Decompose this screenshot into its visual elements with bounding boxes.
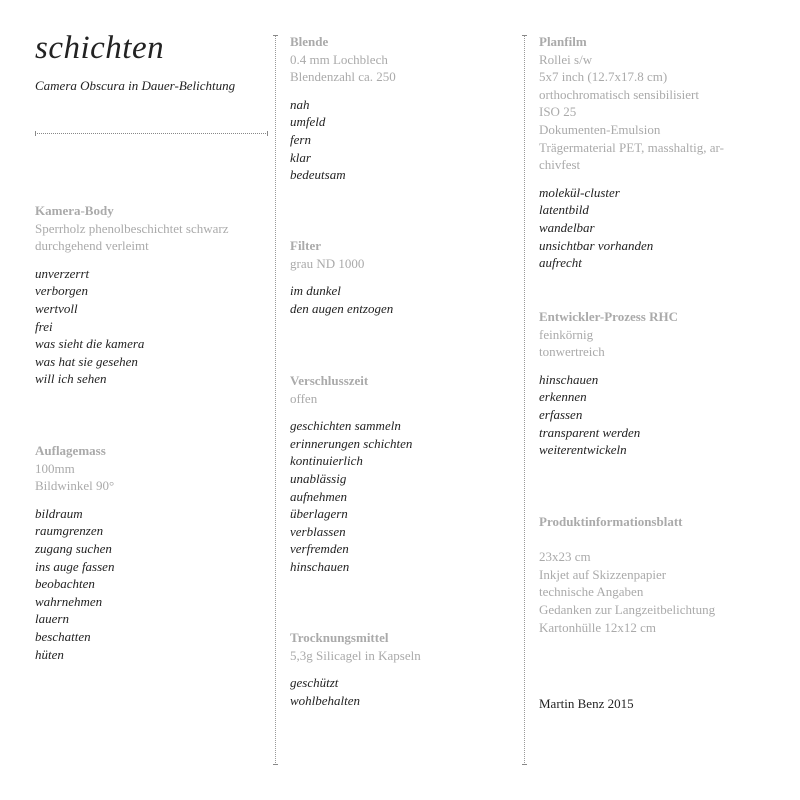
word-item: wahrnehmen	[35, 593, 103, 609]
word-item: bedeutsam	[290, 167, 346, 183]
section-title: Produktinformationsblatt	[539, 514, 683, 529]
word-item: hinschauen	[290, 558, 350, 574]
word-item: kontinuierlich	[290, 453, 363, 469]
title-divider	[35, 133, 268, 135]
word-item: unsichtbar vorhanden	[539, 237, 654, 253]
word-list	[290, 417, 516, 575]
spec-line: Gedanken zur Langzeitbelichtung	[539, 601, 716, 617]
word-list	[539, 371, 769, 459]
word-item: geschichten sammeln	[290, 418, 401, 434]
spec-line: Blendenzahl ca. 250	[290, 69, 396, 85]
word-item: erinnerungen schichten	[290, 435, 413, 451]
section-kamera-body	[35, 202, 271, 388]
word-item: frei	[35, 318, 53, 334]
column-divider-2	[524, 35, 525, 765]
spec-line: tonwertreich	[539, 344, 605, 360]
spec-line: 5,3g Silicagel in Kapseln	[290, 647, 421, 663]
section-title: Entwickler-Prozess RHC	[539, 309, 679, 324]
section-auflagemass	[35, 442, 271, 663]
section-blende	[290, 33, 516, 184]
spec-line: durchgehend verleimt	[35, 238, 149, 254]
word-item: bildraum	[35, 505, 83, 521]
word-item: weiterentwickeln	[539, 442, 627, 458]
section-title: Kamera-Body	[35, 203, 114, 218]
section-title: Filter	[290, 238, 322, 253]
section-entwickler	[539, 308, 769, 459]
page-subtitle: Camera Obscura in Dauer-Belichtung	[35, 78, 236, 93]
word-item: aufnehmen	[290, 488, 348, 504]
word-item: erfassen	[539, 406, 583, 422]
word-item: im dunkel	[290, 283, 341, 299]
spec-line: 23x23 cm	[539, 549, 591, 565]
word-item: unverzerrt	[35, 265, 90, 281]
word-list	[539, 184, 769, 272]
word-item: wohlbehalten	[290, 692, 361, 708]
spec-line: Bildwinkel 90°	[35, 478, 115, 494]
spec-line: 0.4 mm Lochblech	[290, 51, 388, 67]
credit: Martin Benz 2015	[539, 696, 634, 711]
word-item: den augen entzogen	[290, 300, 394, 316]
spec-line: Trägermaterial PET, masshaltig, ar-	[539, 139, 724, 155]
spec-line: ISO 25	[539, 104, 577, 120]
word-item: umfeld	[290, 114, 326, 130]
section-title: Blende	[290, 34, 329, 49]
section-title: Verschlusszeit	[290, 373, 369, 388]
spec-line: orthochromatisch sensibilisiert	[539, 86, 699, 102]
spec-line: Inkjet auf Skizzenpapier	[539, 566, 667, 582]
section-planfilm	[539, 33, 769, 272]
word-item: verblassen	[290, 523, 346, 539]
section-filter	[290, 237, 516, 317]
word-item: ins auge fassen	[35, 558, 115, 574]
spec-line: 100mm	[35, 460, 75, 476]
word-item: aufrecht	[539, 255, 582, 271]
word-list	[290, 96, 516, 184]
word-list	[290, 282, 516, 317]
word-item: beobachten	[35, 576, 95, 592]
word-item: zugang suchen	[35, 540, 112, 556]
word-item: fern	[290, 131, 311, 147]
word-list	[35, 505, 271, 663]
word-item: was hat sie gesehen	[35, 353, 138, 369]
section-verschlusszeit	[290, 372, 516, 576]
spec-line: Dokumenten-Emulsion	[539, 121, 661, 137]
word-item: molekül-cluster	[539, 184, 620, 200]
section-trocknungsmittel	[290, 629, 516, 709]
spec-line: Kartonhülle 12x12 cm	[539, 619, 656, 635]
word-item: lauern	[35, 611, 69, 627]
page-title: schichten	[35, 30, 165, 66]
word-list	[290, 674, 516, 709]
word-item: erkennen	[539, 389, 587, 405]
word-item: transparent werden	[539, 424, 641, 440]
word-item: nah	[290, 96, 310, 112]
word-item: hüten	[35, 646, 64, 662]
spec-line: chivfest	[539, 157, 581, 173]
column-divider-1	[275, 35, 276, 765]
word-item: verfremden	[290, 541, 349, 557]
section-title: Trocknungsmittel	[290, 630, 389, 645]
spec-line: Rollei s/w	[539, 51, 593, 67]
spec-line	[539, 531, 769, 549]
word-item: hinschauen	[539, 371, 599, 387]
spec-line: Sperrholz phenolbeschichtet schwarz	[35, 220, 229, 236]
word-item: klar	[290, 149, 311, 165]
spec-line: offen	[290, 390, 318, 406]
word-item: geschützt	[290, 675, 339, 691]
section-title: Planfilm	[539, 34, 587, 49]
word-item: überlagern	[290, 506, 348, 522]
spec-line: feinkörnig	[539, 326, 594, 342]
word-list	[35, 265, 271, 388]
word-item: beschatten	[35, 628, 91, 644]
word-item: raumgrenzen	[35, 523, 104, 539]
word-item: was sieht die kamera	[35, 336, 145, 352]
spec-line: technische Angaben	[539, 584, 644, 600]
word-item: verborgen	[35, 283, 88, 299]
spec-line: grau ND 1000	[290, 255, 365, 271]
word-item: wertvoll	[35, 300, 78, 316]
section-produktinfo	[539, 513, 769, 636]
word-item: latentbild	[539, 202, 589, 218]
word-item: wandelbar	[539, 219, 595, 235]
spec-line: 5x7 inch (12.7x17.8 cm)	[539, 69, 668, 85]
word-item: will ich sehen	[35, 371, 107, 387]
word-item: unablässig	[290, 470, 347, 486]
section-title: Auflagemass	[35, 443, 106, 458]
